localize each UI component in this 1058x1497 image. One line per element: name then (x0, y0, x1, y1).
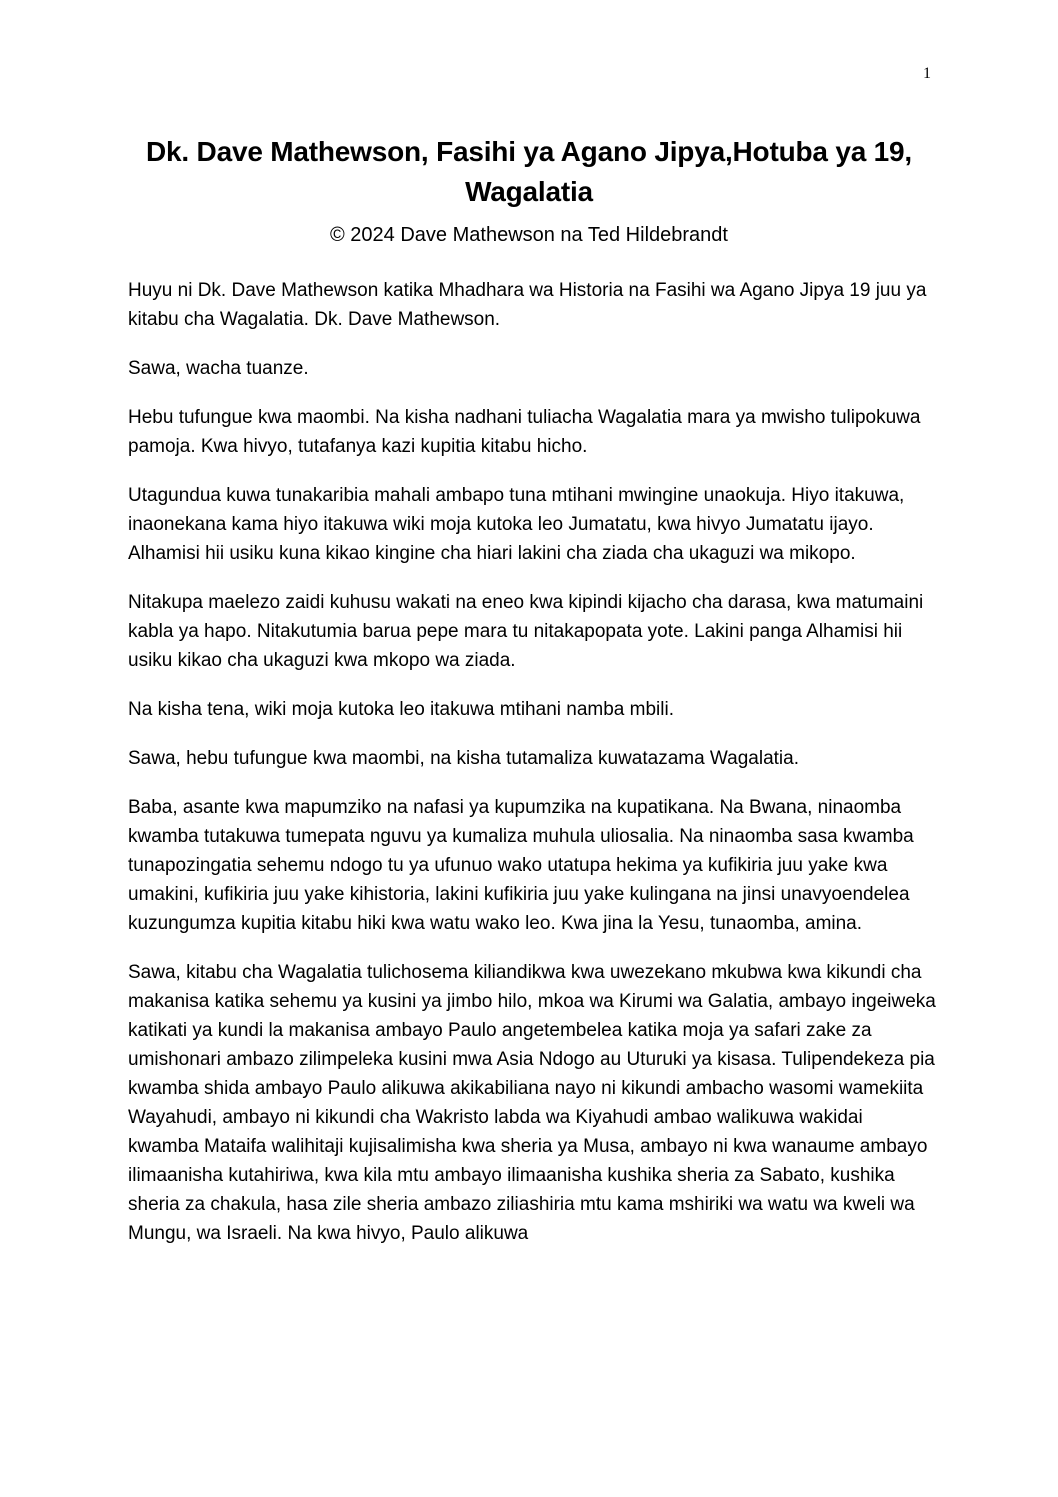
paragraph-exam-notice: Utagundua kuwa tunakaribia mahali ambapo tuna mtihani mwingine unaokuja. Hiyo itakuwa, inaonekana kama hiyo itakuwa wiki moja kutoka leo Jumatatu, kwa hivyo Jumatatu ijayo. Alhamisi hii usiku kuna kikao kingine cha hiari lakini cha ziada cha ukaguzi wa mikopo. (128, 485, 905, 564)
copyright-line: © 2024 Dave Mathewson na Ted Hildebrandt (330, 224, 728, 246)
page-number: 1 (923, 65, 931, 82)
paragraph-start: Sawa, wacha tuanze. (128, 358, 309, 379)
paragraph-prayer: Baba, asante kwa mapumziko na nafasi ya kupumzika na kupatikana. Na Bwana, ninaomba kwamba tutakuwa tumepata nguvu ya kumaliza muhula uliosalia. Na ninaomba sasa kwamba tunapozingatia sehemu ndogo tu ya ufunuo wako utatupa hekima ya kufikiria juu yake kwa umakini, kufikiria juu yake kihistoria, lakini kufikiria juu yake kulingana na jinsi unavyoendelea kuzungumza kupitia kitabu hiki kwa watu wako leo. Kwa jina la Yesu, tunaomba, amina. (128, 797, 914, 934)
document-title: Dk. Dave Mathewson, Fasihi ya Agano Jipya,Hotuba ya 19, Wagalatia (146, 136, 912, 207)
paragraph-exam-two: Na kisha tena, wiki moja kutoka leo itakuwa mtihani namba mbili. (128, 699, 674, 720)
paragraph-galatians-context: Sawa, kitabu cha Wagalatia tulichosema kiliandikwa kwa uwezekano mkubwa kwa kikundi cha makanisa katika sehemu ya kusini ya jimbo hilo, mkoa wa Kirumi wa Galatia, ambayo ingeiweka katikati ya kundi la makanisa ambayo Paulo angetembelea katika moja ya safari zake za umishonari ambazo zilimpeleka kusini mwa Asia Ndogo au Uturuki ya kisasa. Tulipendekeza pia kwamba shida ambayo Paulo alikuwa akikabiliana nayo ni kikundi ambacho wasomi wamekiita Wayahudi, ambayo ni kikundi cha Wakristo labda wa Kiyahudi ambao walikuwa wakidai kwamba Mataifa walihitaji kujisalimisha kwa sheria ya Musa, ambayo ni kwa wanaume ambayo ilimaanisha kutahiriwa, kwa kila mtu ambayo ilimaanisha kushika sheria za Sabato, kushika sheria za chakula, hasa zile sheria ambazo ziliashiria mtu kama mshiriki wa watu wa kweli wa Mungu, wa Israeli. Na kwa hivyo, Paulo alikuwa (128, 962, 936, 1244)
paragraph-finish-galatians: Sawa, hebu tufungue kwa maombi, na kisha tutamaliza kuwatazama Wagalatia. (128, 748, 799, 769)
paragraph-review-session: Nitakupa maelezo zaidi kuhusu wakati na eneo kwa kipindi kijacho cha darasa, kwa matumaini kabla ya hapo. Nitakutumia barua pepe mara tu nitakapopata yote. Lakini panga Alhamisi hii usiku kikao cha ukaguzi kwa mkopo wa ziada. (128, 592, 924, 671)
paragraph-intro: Huyu ni Dk. Dave Mathewson katika Mhadhara wa Historia na Fasihi wa Agano Jipya 19 juu ya kitabu cha Wagalatia. Dk. Dave Mathewson. (128, 280, 927, 330)
document-body (128, 276, 938, 1268)
paragraph-prayer-open: Hebu tufungue kwa maombi. Na kisha nadhani tuliacha Wagalatia mara ya mwisho tulipokuwa pamoja. Kwa hivyo, tutafanya kazi kupitia kitabu hicho. (128, 407, 921, 457)
